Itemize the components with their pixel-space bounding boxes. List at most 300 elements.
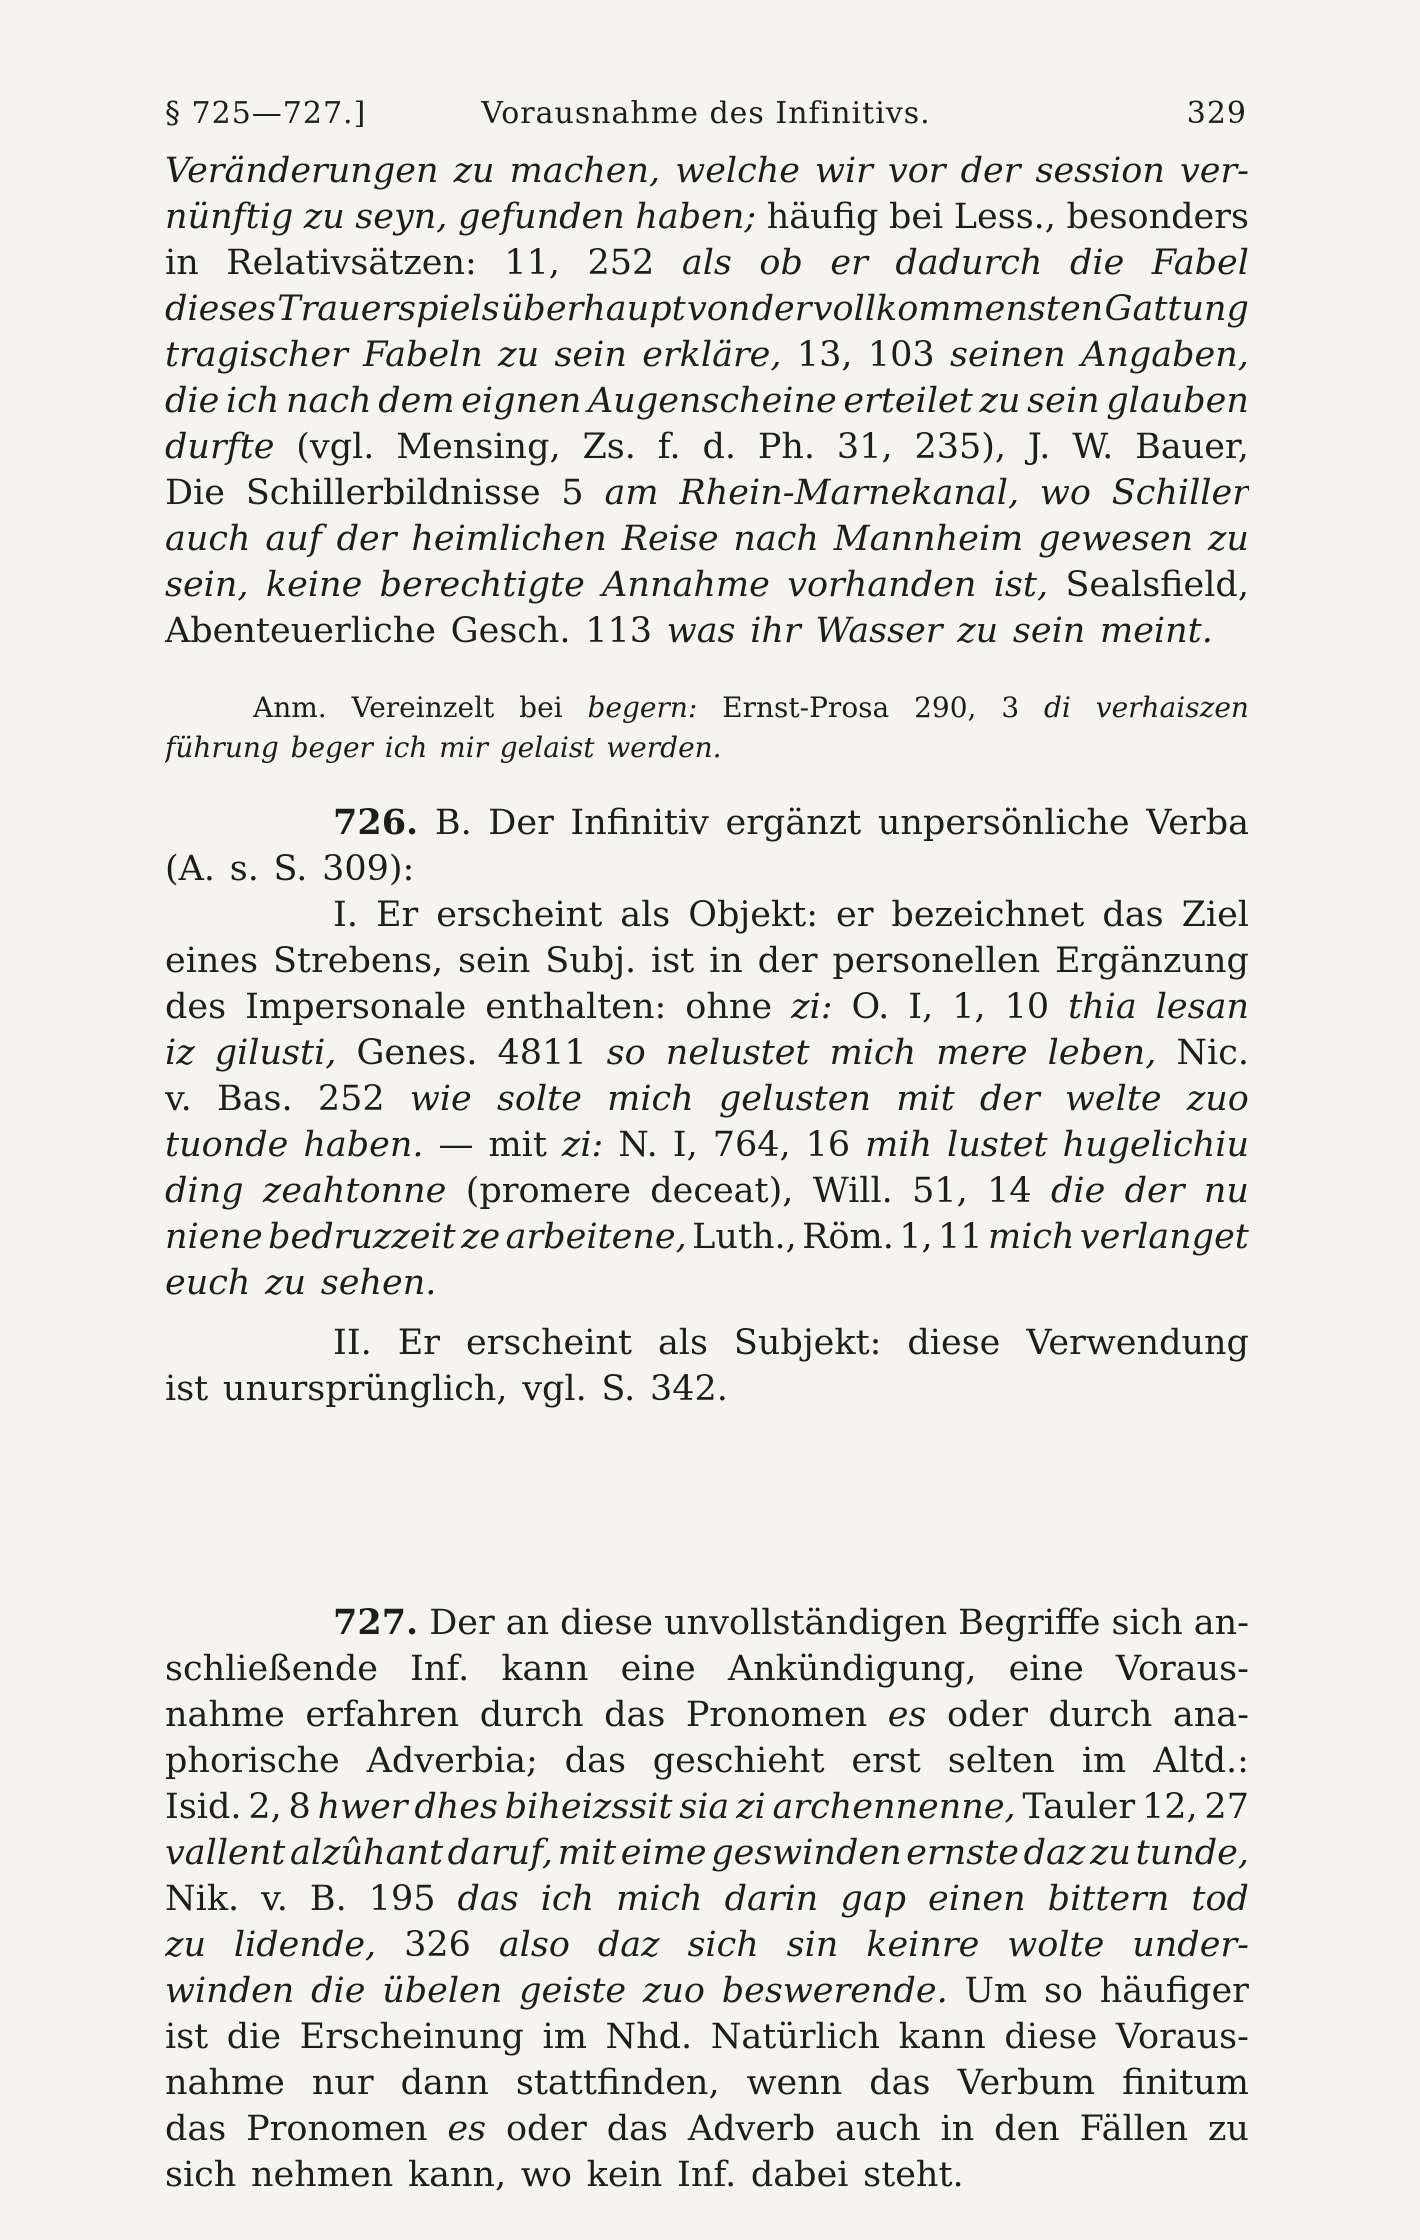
text-word: sehen. bbox=[320, 1263, 437, 1303]
text-word: welche bbox=[675, 151, 800, 191]
text-word: thia bbox=[1068, 987, 1137, 1027]
text-word: Gattung bbox=[1104, 289, 1249, 329]
text-word: Voraus- bbox=[1115, 2017, 1249, 2057]
text-word: im bbox=[1081, 1741, 1127, 1781]
text-word: ze bbox=[461, 1217, 501, 1257]
text-word: als bbox=[620, 895, 671, 935]
text-word: einen bbox=[927, 1879, 1026, 1919]
text-word: wo bbox=[520, 2155, 572, 2195]
text-word: zu bbox=[498, 335, 540, 375]
text-word: Mannheim bbox=[833, 519, 1024, 559]
text-word: von bbox=[686, 289, 751, 329]
text-word: Anm. bbox=[253, 691, 327, 724]
text-word: Verba bbox=[1146, 803, 1249, 843]
text-word: 290, bbox=[914, 691, 977, 724]
text-word: ob bbox=[759, 243, 803, 283]
text-line bbox=[165, 1922, 1249, 1968]
text-word: glauben bbox=[1106, 381, 1249, 421]
text-line bbox=[165, 1122, 1249, 1168]
text-word: das bbox=[604, 1695, 666, 1735]
text-word: Objekt: bbox=[688, 895, 818, 935]
text-word: heimlichen bbox=[411, 519, 607, 559]
text-word: tunde, bbox=[1135, 1833, 1249, 1873]
text-word: I, bbox=[908, 987, 934, 1027]
text-word: d. bbox=[702, 427, 736, 467]
text-word: zu bbox=[979, 381, 1021, 421]
text-word: 252 bbox=[317, 1079, 385, 1119]
text-word: Trauerspiels bbox=[277, 289, 500, 329]
text-word: stattfinden, bbox=[515, 2063, 720, 2103]
text-word: phorische bbox=[165, 1741, 340, 1781]
text-word: ding bbox=[165, 1171, 244, 1211]
text-word: 13, bbox=[796, 335, 853, 375]
text-word: 31, bbox=[836, 427, 893, 467]
text-word: lustet bbox=[947, 1125, 1048, 1165]
text-word: alzûhant bbox=[289, 1833, 444, 1873]
text-word: als bbox=[681, 243, 732, 283]
text-word: daz bbox=[597, 1925, 660, 1965]
text-word: ohne bbox=[685, 987, 773, 1027]
text-word: durch bbox=[479, 1695, 584, 1735]
text-word: ernste bbox=[906, 1833, 1019, 1873]
section-726 bbox=[165, 800, 1249, 1306]
text-word: oder bbox=[947, 1695, 1028, 1735]
text-word: Impersonale bbox=[245, 987, 467, 1027]
text-word: durfte bbox=[165, 427, 275, 467]
text-word: der bbox=[336, 519, 397, 559]
text-word: Rhein-Marnekanal, bbox=[679, 473, 1020, 513]
text-word: sin bbox=[786, 1925, 839, 1965]
text-word: steht. bbox=[863, 2155, 964, 2195]
text-word: S. bbox=[601, 1369, 636, 1409]
text-word: diese bbox=[1004, 2017, 1098, 2057]
text-word: B. bbox=[309, 1879, 347, 1919]
text-line bbox=[165, 1076, 1249, 1122]
text-word: beger bbox=[290, 731, 373, 764]
text-word: Er bbox=[397, 1323, 440, 1363]
text-word: Ankündigung, bbox=[727, 1649, 977, 1689]
text-word: das bbox=[1102, 895, 1164, 935]
text-word: tragischer bbox=[165, 335, 348, 375]
text-line bbox=[165, 148, 1249, 194]
text-word: haben; bbox=[635, 197, 757, 237]
text-word: diese bbox=[907, 1323, 1001, 1363]
text-word: 14 bbox=[987, 1171, 1032, 1211]
text-word: übelen bbox=[382, 1971, 503, 2011]
text-word: Der bbox=[488, 803, 554, 843]
text-word: under- bbox=[1132, 1925, 1249, 1965]
text-word: ihr bbox=[750, 611, 801, 651]
text-word: v. bbox=[261, 1879, 288, 1919]
text-line bbox=[165, 938, 1249, 984]
text-line bbox=[165, 562, 1249, 608]
text-word: di bbox=[1044, 691, 1071, 724]
section-range: § 725—727.] bbox=[165, 96, 367, 131]
text-word: Altd.: bbox=[1153, 1741, 1249, 1781]
text-word: kann bbox=[898, 2017, 986, 2057]
text-word: arbeitene, bbox=[505, 1217, 687, 1257]
text-word: verhaiszen bbox=[1095, 691, 1249, 724]
text-word: begern: bbox=[587, 691, 698, 724]
text-word: mich bbox=[616, 1879, 703, 1919]
text-word: 1, bbox=[899, 1217, 933, 1257]
text-word: 51, bbox=[912, 1171, 968, 1211]
text-word: Gesch. bbox=[450, 611, 571, 651]
text-word: vallent bbox=[165, 1833, 286, 1873]
text-word: 195 bbox=[368, 1879, 436, 1919]
text-word: keinre bbox=[866, 1925, 980, 1965]
text-word: — bbox=[438, 1125, 474, 1165]
text-word: Tauler bbox=[1022, 1787, 1136, 1827]
text-line bbox=[165, 1320, 1249, 1366]
text-line bbox=[165, 984, 1249, 1030]
text-word: nur bbox=[311, 2063, 374, 2103]
text-word: zu bbox=[165, 1925, 206, 1965]
text-word: kann bbox=[501, 1649, 589, 1689]
text-word: Nik. bbox=[165, 1879, 240, 1919]
text-word: sein bbox=[1027, 381, 1100, 421]
text-word: Genes. bbox=[356, 1033, 478, 1073]
running-header bbox=[165, 96, 1247, 136]
text-word: es bbox=[447, 2109, 487, 2149]
text-line bbox=[165, 800, 1249, 846]
text-word: Röm. bbox=[802, 1217, 894, 1257]
text-word: zu bbox=[303, 197, 345, 237]
text-word: ich bbox=[225, 381, 280, 421]
text-word: durch bbox=[1048, 1695, 1153, 1735]
text-word: zu bbox=[453, 151, 495, 191]
text-word: häufiger bbox=[1099, 1971, 1249, 2011]
text-word: eine bbox=[620, 1649, 696, 1689]
text-word: gilusti, bbox=[214, 1033, 337, 1073]
text-word: Reise bbox=[621, 519, 719, 559]
text-word: Mensing, bbox=[396, 427, 561, 467]
text-word: wenn bbox=[746, 2063, 843, 2103]
text-word: 103 bbox=[867, 335, 935, 375]
text-word: 113 bbox=[585, 611, 653, 651]
text-word: (vgl. bbox=[296, 427, 375, 467]
text-word: bei bbox=[519, 691, 563, 724]
text-word: 2, bbox=[248, 1787, 282, 1827]
text-word: sich bbox=[165, 2155, 237, 2195]
text-word: den bbox=[994, 2109, 1060, 2149]
text-word: deceat), bbox=[650, 1171, 794, 1211]
text-word: dabei bbox=[750, 2155, 849, 2195]
text-word: enthalten: bbox=[485, 987, 667, 1027]
text-word: auf bbox=[265, 519, 322, 559]
text-word: haben. bbox=[303, 1125, 424, 1165]
section-726-part-two bbox=[165, 1320, 1249, 1412]
text-line bbox=[165, 1366, 1249, 1412]
text-word: (promere bbox=[465, 1171, 631, 1211]
text-word: mich bbox=[829, 1033, 917, 1073]
text-word: zu bbox=[1207, 519, 1249, 559]
text-word: 4811 bbox=[497, 1033, 587, 1073]
text-word: erfahren bbox=[305, 1695, 460, 1735]
text-word: dann bbox=[400, 2063, 489, 2103]
text-word: Natürlich bbox=[710, 2017, 881, 2057]
text-word: 326 bbox=[404, 1925, 471, 1965]
text-word: überhaupt bbox=[500, 289, 686, 329]
text-word: Luth., bbox=[692, 1217, 797, 1257]
text-line bbox=[165, 1214, 1249, 1260]
text-word: zu bbox=[1089, 1833, 1131, 1873]
text-word: schließende bbox=[165, 1649, 378, 1689]
text-word: so bbox=[1043, 1971, 1083, 2011]
text-word: zeahtonne bbox=[262, 1171, 447, 1211]
text-word: seyn, bbox=[355, 197, 448, 237]
text-word: Angaben, bbox=[1081, 335, 1249, 375]
text-word: in bbox=[165, 243, 199, 283]
text-line bbox=[165, 516, 1249, 562]
text-word: Ernst-Prosa bbox=[722, 691, 890, 724]
text-word: ergänzt bbox=[725, 803, 862, 843]
text-word: wo bbox=[1039, 473, 1091, 513]
text-word: zu bbox=[265, 1263, 307, 1303]
text-word: mere bbox=[936, 1033, 1028, 1073]
annotation-note bbox=[165, 688, 1249, 768]
text-line bbox=[165, 892, 1249, 938]
text-word: nehmen bbox=[251, 2155, 394, 2195]
text-word: vor bbox=[887, 151, 946, 191]
text-word: sein, bbox=[165, 565, 249, 605]
page-number: 329 bbox=[1186, 96, 1247, 131]
text-word: häufig bbox=[766, 197, 879, 237]
text-line bbox=[165, 1260, 1249, 1306]
text-word: führung bbox=[165, 731, 279, 764]
text-word: es bbox=[887, 1695, 927, 1735]
text-word: Nhd. bbox=[605, 2017, 693, 2057]
text-word: berechtigte bbox=[379, 565, 585, 605]
text-word: tuonde bbox=[165, 1125, 289, 1165]
text-line bbox=[165, 1784, 1249, 1830]
text-word: diese bbox=[560, 1603, 654, 1643]
text-word: mit bbox=[488, 1125, 547, 1165]
text-word: Zs. bbox=[582, 427, 636, 467]
text-word: mich bbox=[987, 1217, 1075, 1257]
text-word: machen, bbox=[509, 151, 661, 191]
text-word: ich bbox=[540, 1879, 595, 1919]
text-word: geschieht bbox=[652, 1741, 825, 1781]
text-word: besonders bbox=[1066, 197, 1249, 237]
text-word: lesan bbox=[1155, 987, 1249, 1027]
text-word: welte bbox=[1064, 1079, 1162, 1119]
section-number: 727. bbox=[333, 1602, 419, 1643]
section-727 bbox=[165, 1600, 1249, 2198]
text-word: 235), bbox=[914, 427, 1007, 467]
text-line bbox=[165, 1692, 1249, 1738]
text-word: 11, bbox=[504, 243, 560, 283]
text-word: mich bbox=[607, 1079, 694, 1119]
text-word: euch bbox=[165, 1263, 251, 1303]
text-word: gelusten bbox=[718, 1079, 872, 1119]
text-word: Voraus- bbox=[1115, 1649, 1249, 1689]
text-word: mih bbox=[865, 1125, 933, 1165]
text-word: wie bbox=[409, 1079, 472, 1119]
text-word: hugelichiu bbox=[1062, 1125, 1249, 1165]
text-word: des bbox=[165, 987, 227, 1027]
text-word: dhes bbox=[414, 1787, 498, 1827]
text-word: mit bbox=[557, 1833, 617, 1873]
text-word: I. bbox=[333, 895, 358, 935]
text-word: beswerende. bbox=[721, 1971, 948, 2011]
text-word: unursprünglich, bbox=[222, 1369, 508, 1409]
text-line bbox=[165, 688, 1249, 728]
text-word: die bbox=[1069, 243, 1125, 283]
text-word: das bbox=[457, 1879, 519, 1919]
text-word: Bauer, bbox=[1135, 427, 1249, 467]
text-word: bittern bbox=[1047, 1879, 1170, 1919]
text-line bbox=[165, 1030, 1249, 1076]
text-word: Inf. bbox=[677, 2155, 737, 2195]
text-word: Ziel bbox=[1181, 895, 1249, 935]
text-word: nahme bbox=[165, 1695, 285, 1735]
text-word: 12, bbox=[1141, 1787, 1198, 1827]
text-word: sein bbox=[1012, 611, 1086, 651]
text-word: das bbox=[606, 2109, 668, 2149]
text-word: Less., bbox=[953, 197, 1056, 237]
running-title: Vorausnahme des Infinitivs. bbox=[481, 96, 931, 131]
text-word: zi: bbox=[561, 1125, 604, 1165]
text-word: erst bbox=[851, 1741, 921, 1781]
text-word: Ph. bbox=[757, 427, 816, 467]
text-word: II. bbox=[333, 1323, 372, 1363]
text-word: ist bbox=[165, 1369, 209, 1409]
text-word: geiste bbox=[519, 1971, 627, 2011]
text-word: das bbox=[869, 2063, 931, 2103]
text-word: O. bbox=[851, 987, 890, 1027]
text-line bbox=[165, 728, 1249, 768]
text-word: der bbox=[757, 941, 818, 981]
text-word: Adverbia; bbox=[366, 1741, 538, 1781]
text-word: 309): bbox=[322, 849, 415, 889]
text-word: Ergänzung bbox=[1054, 941, 1249, 981]
text-word: I, bbox=[672, 1125, 698, 1165]
text-word: in bbox=[709, 941, 743, 981]
text-word: erscheint bbox=[465, 1323, 632, 1363]
text-line bbox=[165, 286, 1249, 332]
text-line bbox=[165, 1600, 1249, 1646]
text-word: (A. bbox=[165, 849, 216, 889]
text-word: kann, bbox=[407, 2155, 507, 2195]
text-word: daz bbox=[1023, 1833, 1086, 1873]
text-word: wir bbox=[815, 151, 873, 191]
text-word: Fabel bbox=[1151, 243, 1249, 283]
text-word: das bbox=[165, 2109, 227, 2149]
text-word: nach bbox=[286, 381, 372, 421]
text-word: am bbox=[604, 473, 659, 513]
text-line bbox=[165, 470, 1249, 516]
text-word: in bbox=[940, 2109, 975, 2149]
text-word: die bbox=[1051, 1171, 1106, 1211]
text-word: vorhanden bbox=[787, 565, 977, 605]
text-word: leben, bbox=[1047, 1033, 1157, 1073]
text-word: nu bbox=[1203, 1171, 1249, 1211]
text-word: Schillerbildnisse bbox=[245, 473, 541, 513]
text-word: vgl. bbox=[522, 1369, 587, 1409]
text-word: selten bbox=[947, 1741, 1055, 1781]
text-word: als bbox=[657, 1323, 708, 1363]
text-word: Sealsfield, bbox=[1065, 565, 1249, 605]
text-word: er bbox=[830, 243, 868, 283]
text-word: Die bbox=[165, 473, 225, 513]
text-line bbox=[165, 378, 1249, 424]
text-line bbox=[165, 194, 1249, 240]
text-word: Inf. bbox=[410, 1649, 470, 1689]
text-word: die bbox=[226, 2017, 282, 2057]
text-word: Veränderungen bbox=[165, 151, 439, 191]
text-word: Subjekt: bbox=[733, 1323, 882, 1363]
text-word: ana- bbox=[1172, 1695, 1249, 1735]
text-word: s. bbox=[229, 849, 259, 889]
text-word: geswinden bbox=[711, 1833, 902, 1873]
text-word: bei bbox=[888, 197, 944, 237]
text-word: Begriffe bbox=[958, 1603, 1101, 1643]
text-word: zi: bbox=[791, 987, 833, 1027]
text-word: dieses bbox=[165, 289, 276, 329]
text-word: meint. bbox=[1100, 611, 1213, 651]
text-word: sich bbox=[1111, 1603, 1183, 1643]
text-word: Erscheinung bbox=[299, 2017, 524, 2057]
text-word: Er bbox=[375, 895, 419, 935]
text-word: gewesen bbox=[1038, 519, 1194, 559]
text-line bbox=[165, 1738, 1249, 1784]
text-word: nelustet bbox=[665, 1033, 810, 1073]
text-word: sia bbox=[679, 1787, 730, 1827]
text-word: Bas. bbox=[216, 1079, 293, 1119]
text-word: ich bbox=[384, 731, 428, 764]
text-word: die bbox=[165, 381, 220, 421]
text-word: gefunden bbox=[457, 197, 625, 237]
text-word: 252 bbox=[587, 243, 655, 283]
text-word: Verbum bbox=[957, 2063, 1096, 2103]
text-word: archennenne, bbox=[772, 1787, 1016, 1827]
text-word: bedruzzeit bbox=[268, 1217, 456, 1257]
text-word: nach bbox=[733, 519, 819, 559]
text-word: Strebens, bbox=[272, 941, 444, 981]
text-word: er bbox=[835, 895, 874, 935]
text-line bbox=[165, 1876, 1249, 1922]
text-word: Subj. bbox=[545, 941, 637, 981]
text-word: 764, bbox=[712, 1125, 791, 1165]
text-word: Wasser bbox=[815, 611, 943, 651]
text-line bbox=[165, 2106, 1249, 2152]
text-word: tod bbox=[1191, 1879, 1249, 1919]
text-word: das bbox=[564, 1741, 626, 1781]
text-word: auch bbox=[165, 519, 251, 559]
text-word: S. bbox=[273, 849, 308, 889]
text-line bbox=[165, 1968, 1249, 2014]
text-word: verlanget bbox=[1079, 1217, 1249, 1257]
text-word: unvollständigen bbox=[664, 1603, 948, 1643]
text-word: oder bbox=[505, 2109, 587, 2149]
text-word: Fabeln bbox=[363, 335, 483, 375]
text-word: auch bbox=[835, 2109, 921, 2149]
text-word: sein bbox=[554, 335, 627, 375]
text-word: Will. bbox=[812, 1171, 893, 1211]
text-word: seinen bbox=[950, 335, 1066, 375]
text-word: dadurch bbox=[895, 243, 1043, 283]
text-word: keine bbox=[265, 565, 363, 605]
text-word: ist, bbox=[993, 565, 1049, 605]
text-word: dem bbox=[378, 381, 455, 421]
text-word: 16 bbox=[805, 1125, 851, 1165]
text-word: eines bbox=[165, 941, 259, 981]
text-word: 3 bbox=[1001, 691, 1020, 724]
text-line bbox=[165, 608, 1249, 654]
text-word: an bbox=[505, 1603, 550, 1643]
text-word: Vereinzelt bbox=[351, 691, 495, 724]
